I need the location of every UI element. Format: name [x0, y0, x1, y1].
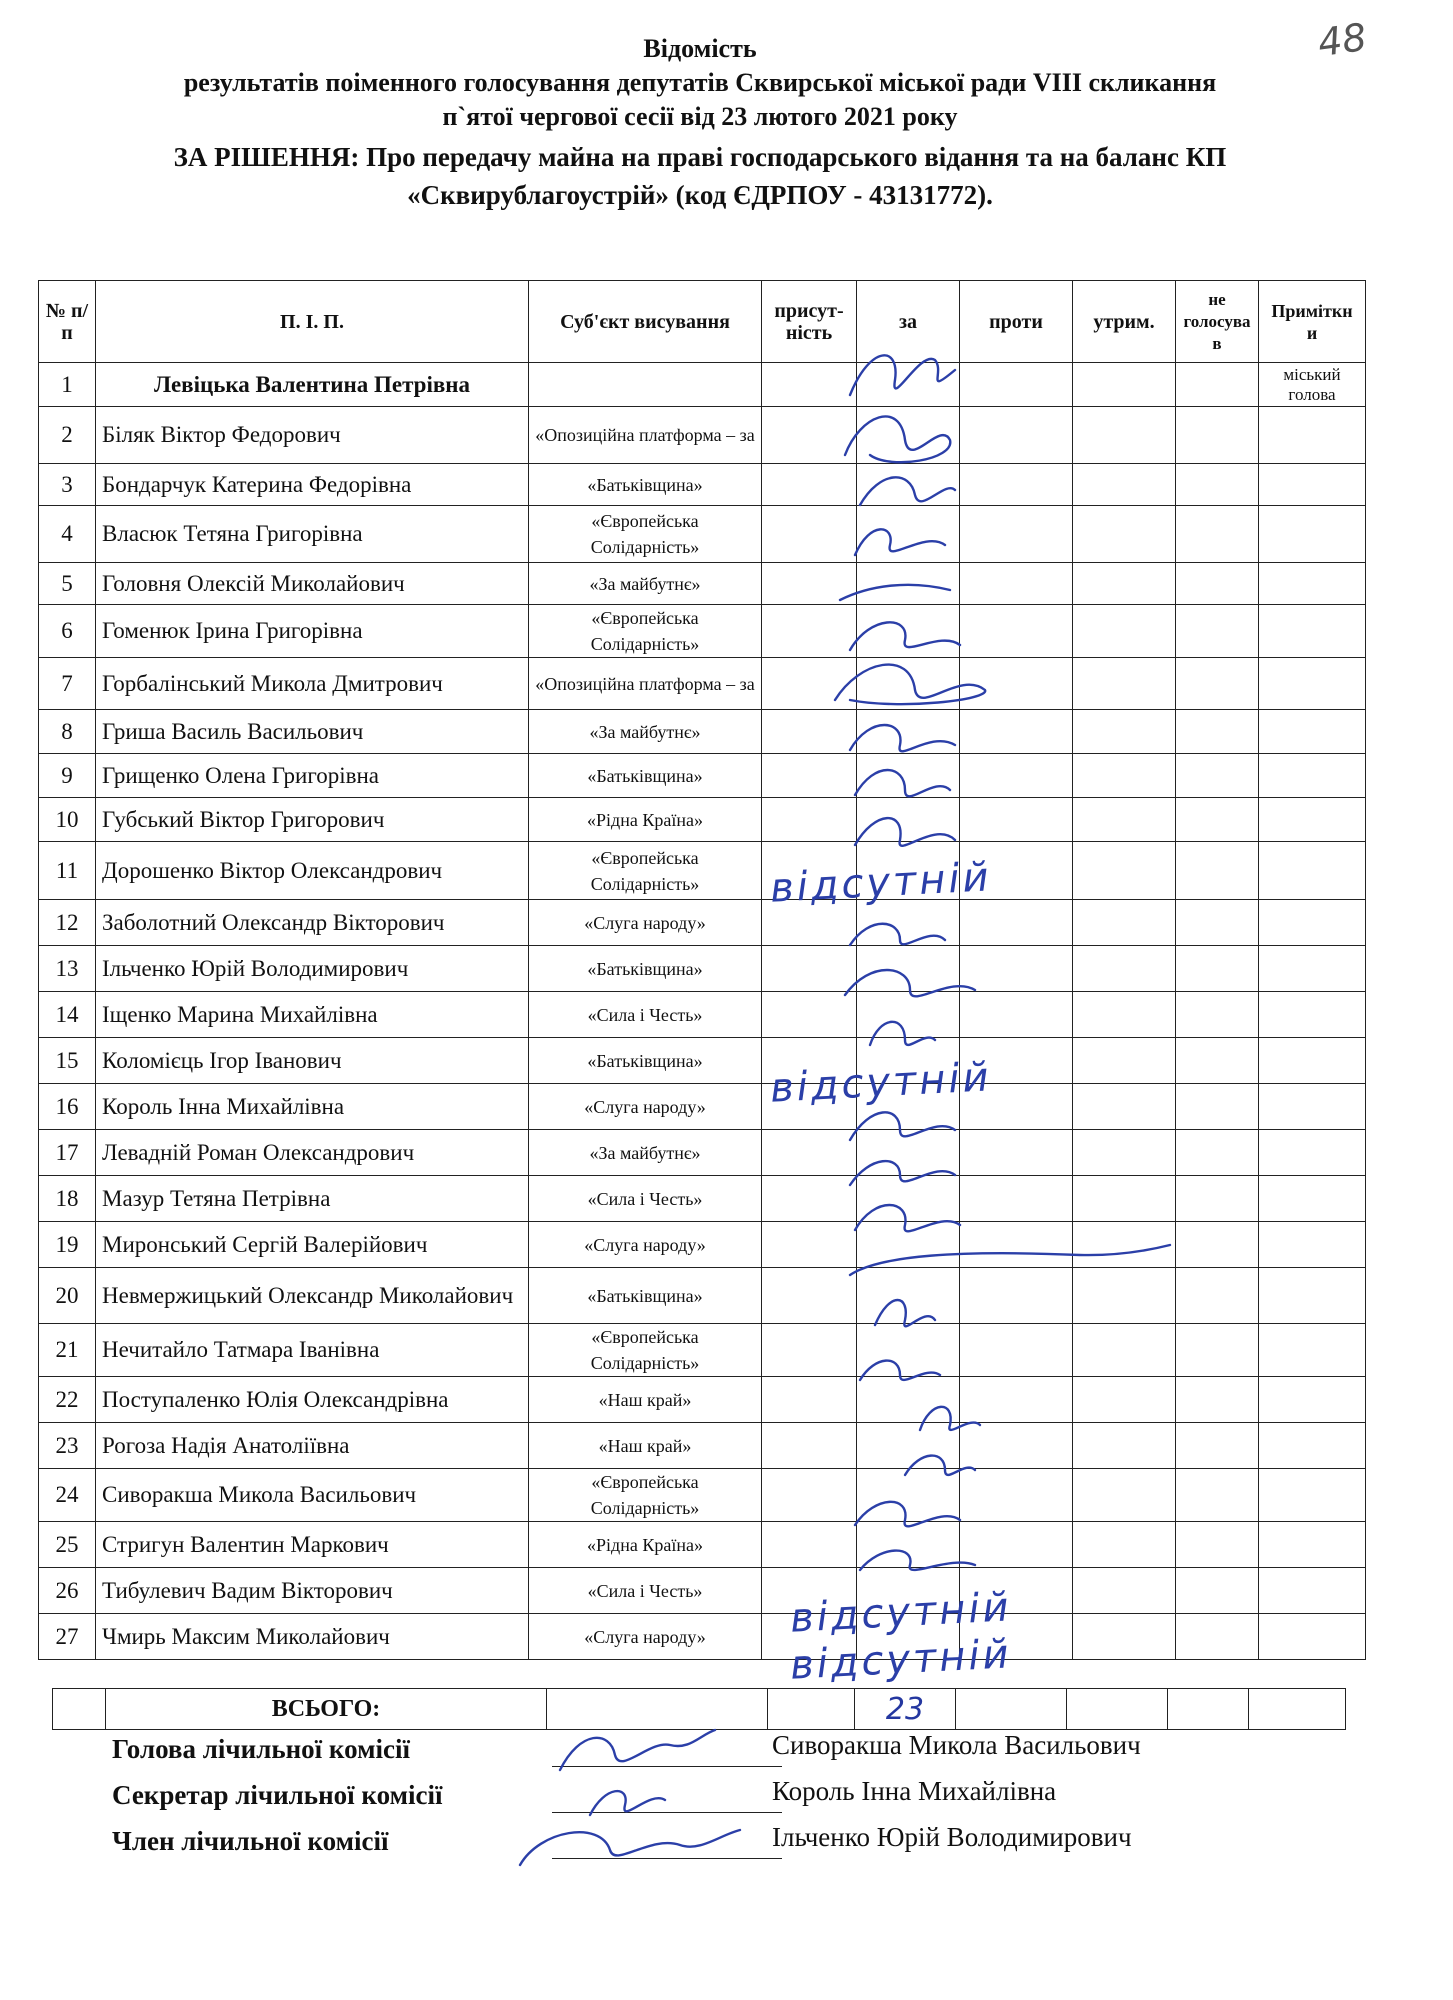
cell-abstain — [1073, 1176, 1176, 1222]
table-row — [39, 1176, 1366, 1222]
totals-empty-not-voted — [1168, 1689, 1249, 1730]
cell-not-voted — [1176, 363, 1259, 407]
cell-note — [1259, 407, 1366, 464]
cell-party: «Сила і Честь» — [529, 1176, 762, 1222]
cell-present — [762, 1522, 857, 1568]
cell-note — [1259, 1522, 1366, 1568]
table-row — [39, 946, 1366, 992]
cell-against — [960, 605, 1073, 658]
cell-against — [960, 1324, 1073, 1377]
table-row — [39, 464, 1366, 506]
table-row — [39, 658, 1366, 710]
absent-mark-row-27: відсутній — [788, 1631, 1013, 1689]
cell-num: 11 — [39, 842, 96, 900]
cell-against — [960, 1268, 1073, 1324]
totals-empty-against — [956, 1689, 1067, 1730]
table-row — [39, 842, 1366, 900]
cell-party: «Батьківщина» — [529, 464, 762, 506]
commission-member-row — [112, 1820, 1312, 1866]
table-row — [39, 506, 1366, 563]
cell-present — [762, 946, 857, 992]
cell-note — [1259, 1568, 1366, 1614]
cell-note — [1259, 658, 1366, 710]
cell-for — [857, 754, 960, 798]
cell-num: 24 — [39, 1469, 96, 1522]
commission-head-row — [112, 1728, 1312, 1774]
cell-party: «За майбутнє» — [529, 1130, 762, 1176]
cell-not-voted — [1176, 1377, 1259, 1423]
table-row — [39, 710, 1366, 754]
cell-abstain — [1073, 1324, 1176, 1377]
cell-num: 25 — [39, 1522, 96, 1568]
cell-note — [1259, 992, 1366, 1038]
cell-against — [960, 1469, 1073, 1522]
absent-mark-row-15: відсутній — [768, 1054, 993, 1112]
cell-not-voted — [1176, 754, 1259, 798]
page-number: 48 — [1315, 14, 1370, 66]
cell-num: 16 — [39, 1084, 96, 1130]
cell-abstain — [1073, 1568, 1176, 1614]
cell-present — [762, 506, 857, 563]
cell-party: «Європейська Солідарність» — [529, 605, 762, 658]
cell-against — [960, 1130, 1073, 1176]
commission-member-role: Член лічильної комісії — [112, 1826, 389, 1856]
cell-not-voted — [1176, 946, 1259, 992]
cell-present — [762, 1130, 857, 1176]
cell-abstain — [1073, 754, 1176, 798]
cell-note — [1259, 1377, 1366, 1423]
cell-note — [1259, 1614, 1366, 1660]
commission-secretary-role: Секретар лічильної комісії — [112, 1780, 443, 1810]
cell-num: 21 — [39, 1324, 96, 1377]
cell-not-voted — [1176, 407, 1259, 464]
heading-session: п`ятої чергової сесії від 23 лютого 2021 року — [442, 102, 958, 131]
cell-num: 23 — [39, 1423, 96, 1469]
cell-party: «Наш край» — [529, 1377, 762, 1423]
cell-party: «Опозиційна платформа – за — [529, 658, 762, 710]
cell-against — [960, 1522, 1073, 1568]
cell-abstain — [1073, 798, 1176, 842]
cell-note — [1259, 563, 1366, 605]
cell-note — [1259, 842, 1366, 900]
table-row — [39, 1324, 1366, 1377]
cell-num: 19 — [39, 1222, 96, 1268]
totals-label: ВСЬОГО: — [106, 1689, 547, 1730]
cell-note — [1259, 1324, 1366, 1377]
header-against: проти — [960, 281, 1073, 363]
cell-present — [762, 754, 857, 798]
cell-against — [960, 1176, 1073, 1222]
cell-note — [1259, 1268, 1366, 1324]
cell-present — [762, 1423, 857, 1469]
cell-num: 4 — [39, 506, 96, 563]
cell-name: Грищенко Олена Григорівна — [96, 754, 529, 798]
totals-empty-party — [547, 1689, 768, 1730]
cell-for — [857, 506, 960, 563]
cell-present — [762, 1176, 857, 1222]
table-row — [39, 1268, 1366, 1324]
header-party: Суб'єкт висування — [529, 281, 762, 363]
table-row — [39, 754, 1366, 798]
header-abstain: утрим. — [1073, 281, 1176, 363]
cell-for — [857, 1469, 960, 1522]
cell-for — [857, 1130, 960, 1176]
cell-not-voted — [1176, 1568, 1259, 1614]
cell-num: 20 — [39, 1268, 96, 1324]
cell-abstain — [1073, 1469, 1176, 1522]
table-row — [39, 900, 1366, 946]
heading-title: Відомість — [643, 34, 757, 63]
cell-party: «Рідна Країна» — [529, 798, 762, 842]
cell-against — [960, 1377, 1073, 1423]
table-row — [39, 1568, 1366, 1614]
cell-present — [762, 464, 857, 506]
cell-abstain — [1073, 1377, 1176, 1423]
cell-name: Левіцька Валентина Петрівна — [96, 363, 529, 407]
cell-name: Сиворакша Микола Васильович — [96, 1469, 529, 1522]
table-row — [39, 1222, 1366, 1268]
absent-mark-row-26: відсутній — [788, 1584, 1013, 1642]
cell-note — [1259, 900, 1366, 946]
cell-present — [762, 605, 857, 658]
cell-against — [960, 754, 1073, 798]
totals-empty-present — [768, 1689, 855, 1730]
cell-for — [857, 710, 960, 754]
cell-against — [960, 1222, 1073, 1268]
cell-party: «Сила і Честь» — [529, 992, 762, 1038]
cell-party: «Батьківщина» — [529, 946, 762, 992]
cell-abstain — [1073, 1522, 1176, 1568]
cell-num: 1 — [39, 363, 96, 407]
commission-head-name: Сиворакша Микола Васильович — [772, 1730, 1141, 1760]
cell-present — [762, 1222, 857, 1268]
cell-num: 22 — [39, 1377, 96, 1423]
cell-not-voted — [1176, 506, 1259, 563]
cell-note — [1259, 1084, 1366, 1130]
cell-party — [529, 363, 762, 407]
table-row — [39, 563, 1366, 605]
cell-num: 17 — [39, 1130, 96, 1176]
table-row — [39, 605, 1366, 658]
cell-note: міський голова — [1259, 363, 1366, 407]
cell-note — [1259, 754, 1366, 798]
commission-secretary-name: Король Інна Михайлівна — [772, 1776, 1057, 1806]
cell-num: 15 — [39, 1038, 96, 1084]
cell-abstain — [1073, 605, 1176, 658]
cell-name: Власюк Тетяна Григорівна — [96, 506, 529, 563]
cell-for — [857, 1324, 960, 1377]
cell-note — [1259, 1469, 1366, 1522]
cell-present — [762, 658, 857, 710]
cell-name: Гоменюк Ірина Григорівна — [96, 605, 529, 658]
cell-not-voted — [1176, 1614, 1259, 1660]
cell-num: 26 — [39, 1568, 96, 1614]
cell-against — [960, 506, 1073, 563]
cell-against — [960, 900, 1073, 946]
table-row — [39, 1522, 1366, 1568]
cell-for — [857, 407, 960, 464]
cell-for — [857, 946, 960, 992]
table-row — [39, 1377, 1366, 1423]
cell-note — [1259, 1176, 1366, 1222]
cell-present — [762, 1377, 857, 1423]
cell-not-voted — [1176, 464, 1259, 506]
cell-abstain — [1073, 1614, 1176, 1660]
totals-empty-note — [1249, 1689, 1346, 1730]
cell-name: Коломієць Ігор Іванович — [96, 1038, 529, 1084]
cell-abstain — [1073, 1084, 1176, 1130]
cell-abstain — [1073, 992, 1176, 1038]
cell-name: Миронський Сергій Валерійович — [96, 1222, 529, 1268]
cell-name: Нечитайло Татмара Іванівна — [96, 1324, 529, 1377]
cell-name: Рогоза Надія Анатоліївна — [96, 1423, 529, 1469]
cell-present — [762, 1268, 857, 1324]
table-row — [39, 1084, 1366, 1130]
totals-row — [52, 1688, 1346, 1730]
cell-for — [857, 363, 960, 407]
cell-note — [1259, 1130, 1366, 1176]
vote-table — [38, 280, 1366, 1660]
cell-abstain — [1073, 1222, 1176, 1268]
counting-commission — [112, 1728, 1312, 1866]
cell-for — [857, 1176, 960, 1222]
cell-abstain — [1073, 464, 1176, 506]
commission-member-signature-line — [552, 1858, 782, 1859]
cell-not-voted — [1176, 1423, 1259, 1469]
absent-mark-row-11: відсутній — [768, 854, 993, 912]
cell-name: Левадній Роман Олександрович — [96, 1130, 529, 1176]
cell-not-voted — [1176, 842, 1259, 900]
cell-not-voted — [1176, 605, 1259, 658]
cell-note — [1259, 946, 1366, 992]
cell-abstain — [1073, 407, 1176, 464]
cell-abstain — [1073, 563, 1176, 605]
commission-head-signature-line — [552, 1766, 782, 1767]
cell-num: 12 — [39, 900, 96, 946]
vote-table-body — [39, 363, 1366, 1660]
header-note: Приміткн и — [1259, 281, 1366, 363]
cell-note — [1259, 710, 1366, 754]
cell-name: Поступаленко Юлія Олександрівна — [96, 1377, 529, 1423]
cell-party: «Рідна Країна» — [529, 1522, 762, 1568]
cell-name: Невмержицький Олександр Миколайович — [96, 1268, 529, 1324]
header-num: № п/п — [39, 281, 96, 363]
cell-note — [1259, 1222, 1366, 1268]
cell-num: 18 — [39, 1176, 96, 1222]
cell-against — [960, 946, 1073, 992]
table-row — [39, 1130, 1366, 1176]
cell-party: «Європейська Солідарність» — [529, 1469, 762, 1522]
cell-for — [857, 1423, 960, 1469]
cell-for — [857, 1377, 960, 1423]
heading-decision — [60, 138, 1340, 214]
cell-name: Губський Віктор Григорович — [96, 798, 529, 842]
cell-present — [762, 1469, 857, 1522]
cell-party: «Слуга народу» — [529, 900, 762, 946]
cell-not-voted — [1176, 1176, 1259, 1222]
cell-party: «Слуга народу» — [529, 1614, 762, 1660]
cell-abstain — [1073, 1423, 1176, 1469]
cell-name: Мазур Тетяна Петрівна — [96, 1176, 529, 1222]
cell-num: 5 — [39, 563, 96, 605]
cell-against — [960, 992, 1073, 1038]
cell-for — [857, 464, 960, 506]
cell-against — [960, 563, 1073, 605]
cell-not-voted — [1176, 710, 1259, 754]
cell-num: 7 — [39, 658, 96, 710]
cell-present — [762, 992, 857, 1038]
cell-abstain — [1073, 946, 1176, 992]
cell-present — [762, 798, 857, 842]
cell-abstain — [1073, 842, 1176, 900]
cell-abstain — [1073, 1130, 1176, 1176]
cell-for — [857, 658, 960, 710]
cell-name: Заболотний Олександр Вікторович — [96, 900, 529, 946]
cell-note — [1259, 506, 1366, 563]
cell-against — [960, 363, 1073, 407]
cell-name: Дорошенко Віктор Олександрович — [96, 842, 529, 900]
table-row — [39, 798, 1366, 842]
heading-subtitle: результатів поіменного голосування депутатів Сквирської міської ради VIII скликання — [183, 68, 1217, 97]
header-for: за — [857, 281, 960, 363]
cell-note — [1259, 464, 1366, 506]
cell-for — [857, 1222, 960, 1268]
table-row — [39, 363, 1366, 407]
cell-num: 8 — [39, 710, 96, 754]
table-row — [39, 407, 1366, 464]
totals-empty-abstain — [1067, 1689, 1168, 1730]
cell-name: Стригун Валентин Маркович — [96, 1522, 529, 1568]
cell-party: «Європейська Солідарність» — [529, 842, 762, 900]
cell-for — [857, 1522, 960, 1568]
cell-party: «Європейська Солідарність» — [529, 506, 762, 563]
cell-name: Король Інна Михайлівна — [96, 1084, 529, 1130]
cell-name: Головня Олексій Миколайович — [96, 563, 529, 605]
cell-num: 3 — [39, 464, 96, 506]
cell-not-voted — [1176, 798, 1259, 842]
cell-against — [960, 464, 1073, 506]
cell-abstain — [1073, 710, 1176, 754]
cell-note — [1259, 1423, 1366, 1469]
cell-not-voted — [1176, 992, 1259, 1038]
cell-name: Горбалінський Микола Дмитрович — [96, 658, 529, 710]
cell-not-voted — [1176, 1038, 1259, 1084]
cell-name: Іщенко Марина Михайлівна — [96, 992, 529, 1038]
cell-not-voted — [1176, 1324, 1259, 1377]
commission-member-name: Ільченко Юрій Володимирович — [772, 1822, 1132, 1852]
cell-for — [857, 605, 960, 658]
cell-party: «За майбутнє» — [529, 710, 762, 754]
cell-abstain — [1073, 1038, 1176, 1084]
cell-not-voted — [1176, 563, 1259, 605]
cell-abstain — [1073, 363, 1176, 407]
totals-empty-num — [53, 1689, 106, 1730]
document-heading — [60, 32, 1340, 214]
cell-name: Ільченко Юрій Володимирович — [96, 946, 529, 992]
cell-num: 6 — [39, 605, 96, 658]
cell-party: «Наш край» — [529, 1423, 762, 1469]
cell-num: 9 — [39, 754, 96, 798]
cell-not-voted — [1176, 1522, 1259, 1568]
table-row — [39, 1469, 1366, 1522]
cell-name: Тибулевич Вадим Вікторович — [96, 1568, 529, 1614]
table-row — [39, 1038, 1366, 1084]
cell-for — [857, 1268, 960, 1324]
cell-against — [960, 407, 1073, 464]
commission-secretary-row — [112, 1774, 1312, 1820]
cell-note — [1259, 605, 1366, 658]
cell-party: «Європейська Солідарність» — [529, 1324, 762, 1377]
cell-not-voted — [1176, 900, 1259, 946]
cell-party: «За майбутнє» — [529, 563, 762, 605]
header-present: присут-ність — [762, 281, 857, 363]
commission-head-role: Голова лічильної комісії — [112, 1734, 410, 1764]
header-name: П. І. П. — [96, 281, 529, 363]
cell-not-voted — [1176, 1222, 1259, 1268]
cell-not-voted — [1176, 1084, 1259, 1130]
cell-num: 10 — [39, 798, 96, 842]
cell-name: Чмирь Максим Миколайович — [96, 1614, 529, 1660]
cell-against — [960, 658, 1073, 710]
cell-name: Біляк Віктор Федорович — [96, 407, 529, 464]
cell-not-voted — [1176, 1268, 1259, 1324]
cell-against — [960, 1423, 1073, 1469]
cell-party: «Батьківщина» — [529, 1038, 762, 1084]
cell-party: «Слуга народу» — [529, 1222, 762, 1268]
cell-against — [960, 798, 1073, 842]
cell-against — [960, 710, 1073, 754]
cell-present — [762, 407, 857, 464]
cell-party: «Слуга народу» — [529, 1084, 762, 1130]
cell-abstain — [1073, 900, 1176, 946]
cell-not-voted — [1176, 1130, 1259, 1176]
cell-abstain — [1073, 658, 1176, 710]
cell-present — [762, 710, 857, 754]
cell-for — [857, 563, 960, 605]
cell-name: Гриша Василь Васильович — [96, 710, 529, 754]
cell-name: Бондарчук Катерина Федорівна — [96, 464, 529, 506]
cell-num: 2 — [39, 407, 96, 464]
heading-decision-line1: ЗА РІШЕННЯ: Про передачу майна на праві господарського відання та на баланс КП — [173, 142, 1227, 172]
cell-note — [1259, 798, 1366, 842]
cell-present — [762, 363, 857, 407]
header-not-voted: не голосува в — [1176, 281, 1259, 363]
table-row — [39, 1614, 1366, 1660]
cell-for — [857, 992, 960, 1038]
cell-abstain — [1073, 506, 1176, 563]
cell-party: «Батьківщина» — [529, 1268, 762, 1324]
cell-for — [857, 798, 960, 842]
table-row — [39, 992, 1366, 1038]
table-row — [39, 1423, 1366, 1469]
cell-num: 27 — [39, 1614, 96, 1660]
cell-not-voted — [1176, 658, 1259, 710]
cell-num: 14 — [39, 992, 96, 1038]
totals-for-value: 23 — [855, 1689, 956, 1730]
cell-present — [762, 1324, 857, 1377]
heading-decision-line2: «Сквирублагоустрій» (код ЄДРПОУ - 43131772). — [407, 180, 993, 210]
cell-party: «Батьківщина» — [529, 754, 762, 798]
cell-num: 13 — [39, 946, 96, 992]
cell-note — [1259, 1038, 1366, 1084]
commission-secretary-signature-line — [552, 1812, 782, 1813]
cell-party: «Опозиційна платформа – за — [529, 407, 762, 464]
cell-party: «Сила і Честь» — [529, 1568, 762, 1614]
cell-present — [762, 563, 857, 605]
cell-abstain — [1073, 1268, 1176, 1324]
cell-not-voted — [1176, 1469, 1259, 1522]
